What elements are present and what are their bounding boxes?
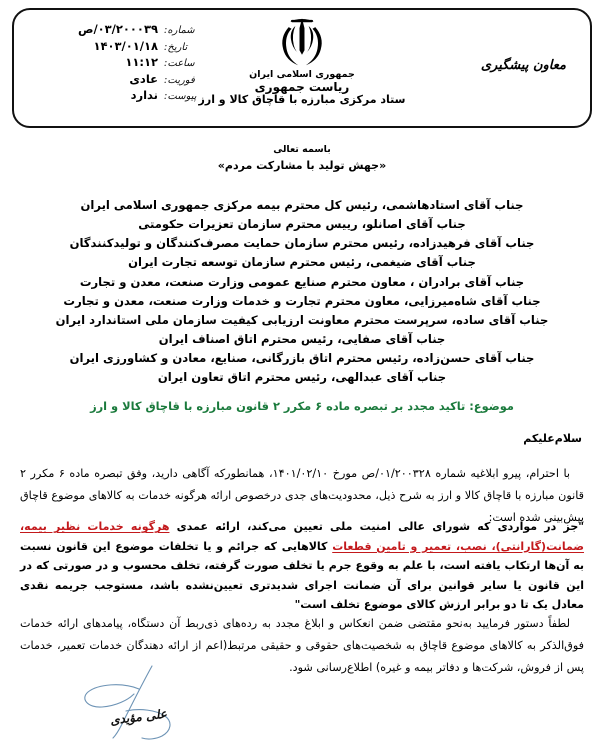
meta-row-number [28, 22, 206, 36]
salutation: سلام‌علیکم [523, 432, 582, 445]
letterhead-meta-fields [28, 22, 206, 102]
recipient-line: جناب آقای عبدالهی، رئیس محترم اتاق تعاون ایران [157, 370, 447, 385]
org-unit: ستاد مرکزی مبارزه با قاچاق کالا و ارز [198, 93, 406, 107]
year-slogan: «جهش تولید با مشارکت مردم» [217, 159, 387, 173]
recipient-line: جناب آقای شاه‌میرزایی، معاون محترم تجارت و خدمات وزارت صنعت، معدن و تجارت [63, 293, 541, 308]
meta-label-attachment: پیوست: [164, 91, 197, 102]
meta-row-urgency [28, 72, 206, 86]
meta-label-date: تاریخ: [164, 41, 188, 53]
meta-row-time [28, 55, 206, 69]
org-branch: ریاست جمهوری [254, 80, 350, 95]
quote-highlight-services: هرگونه خدمات نظیر بیمه، ضمانت(گارانتی)، نصب، تعمیر و تامین قطعات [20, 520, 584, 553]
meta-row-attachment [28, 88, 206, 102]
org-country: جمهوری اسلامی ایران [249, 69, 355, 80]
recipient-line: جناب آقای اصانلو، ریيس محترم سازمان تعزیرات حکومتی [138, 217, 466, 232]
signer-name: علی مؤیدی [109, 706, 168, 728]
letterhead-box [12, 8, 592, 128]
subject-line: موضوع: تاکید مجدد بر تبصره ماده ۶ مکرر ۲ قانون مبارزه با قاچاق کالا و ارز [90, 399, 514, 413]
quote-segment-two: کالاهایی که جرائم و یا تخلفات موضوع این قانون نسبت به آن‌ها ارتکاب یافته است، با علم به وقوع جرم یا تخلف صورت گرفته، تخلف محسوب و در صورتی که در این قانون یا سایر قوانین برای آن ضمانت اجرای شدیدتری تعیین‌نشده باشد، مستوجب جریمه نقدی معادل یک تا دو برابر ارزش کالای موضوع تخلف است" [20, 539, 584, 612]
meta-value-date: ۱۴۰۳/۰۱/۱۸ [93, 38, 158, 53]
recipient-line: جناب آقای حسن‌زاده، رئیس محترم اتاق بازرگانی، صنایع، معادن و کشاورزی ایران [69, 351, 535, 365]
meta-value-time: ۱۱:۱۲ [125, 55, 158, 69]
legal-quote-block [20, 517, 584, 615]
meta-value-urgency: عادی [129, 71, 158, 86]
intro-paragraph: با احترام، پیرو ابلاغیه شماره ۰۱/۲۰۰۳۲۸/ص مورخ ۱۴۰۱/۰۲/۱۰، همانطورکه آگاهی دارید، وفق تبصره ماده ۶ مکرر ۲ قانون مبارزه با قاچاق کالا و ارز به شرح ذیل، محدودیت‌های جدی درخصوص ارائه هرگونه خدمات به کالاهای موضوع قاچاق پیش‌بینی شده است: [20, 467, 584, 524]
recipient-line: جناب آقای ضیغمی، رئیس محترم سازمان توسعه تجارت ایران [128, 255, 476, 270]
meta-row-date [28, 39, 206, 53]
invocation-block [0, 143, 604, 172]
closing-paragraph: لطفاً دستور فرمایید به‌نحو مقتضی ضمن انعکاس و ابلاغ مجدد به رده‌های ذی‌ربط آن دستگاه، پیامدهای ارائه خدمات فوق‌الذکر به کالاهای موضوع قاچاق به شخصیت‌های حقوقی و حقیقی مرتبط(اعم از ارائه دهندگان خدمات تعمیر، خدمات پس از فروش، شرکت‌ها و دفاتر بیمه و غیره) اطلاع‌رسانی شود. [20, 617, 584, 674]
meta-label-number: شماره: [164, 25, 195, 36]
quote-segment-one: "جز در مواردی که شورای عالی امنیت ملی تعیین می‌کند، ارائه عمدی [169, 520, 584, 533]
meta-value-number: ۰۳/۲۰۰۰۳۹/ص [77, 22, 158, 36]
recipient-line: جناب آقای صفایی، رئیس محترم اتاق اصناف ایران [158, 331, 446, 346]
recipient-line: جناب آقای استادهاشمی، رئیس کل محترم بیمه مرکزی جمهوری اسلامی ایران [80, 198, 524, 212]
recipient-line: جناب آقای برادران ، معاون محترم صنایع عمومی وزارت صنعت، معدن و تجارت [79, 274, 525, 289]
recipients-list [18, 196, 586, 387]
meta-value-attachment: ندارد [130, 88, 158, 102]
basmala-text: باسمه تعالی [273, 144, 331, 155]
department-caption: معاون پیشگیری [480, 58, 566, 73]
recipient-line: جناب آقای ساده، سرپرست محترم معاونت ارزیابی کیفیت سازمان ملی استاندارد ایران [55, 312, 549, 327]
recipient-line: جناب آقای فرهیدزاده، رئیس محترم سازمان حمایت مصرف‌کنندگان و تولیدکنندگان [69, 236, 535, 251]
meta-label-urgency: فوریت: [164, 74, 195, 86]
signature-block [36, 664, 266, 740]
meta-label-time: ساعت: [164, 58, 195, 69]
